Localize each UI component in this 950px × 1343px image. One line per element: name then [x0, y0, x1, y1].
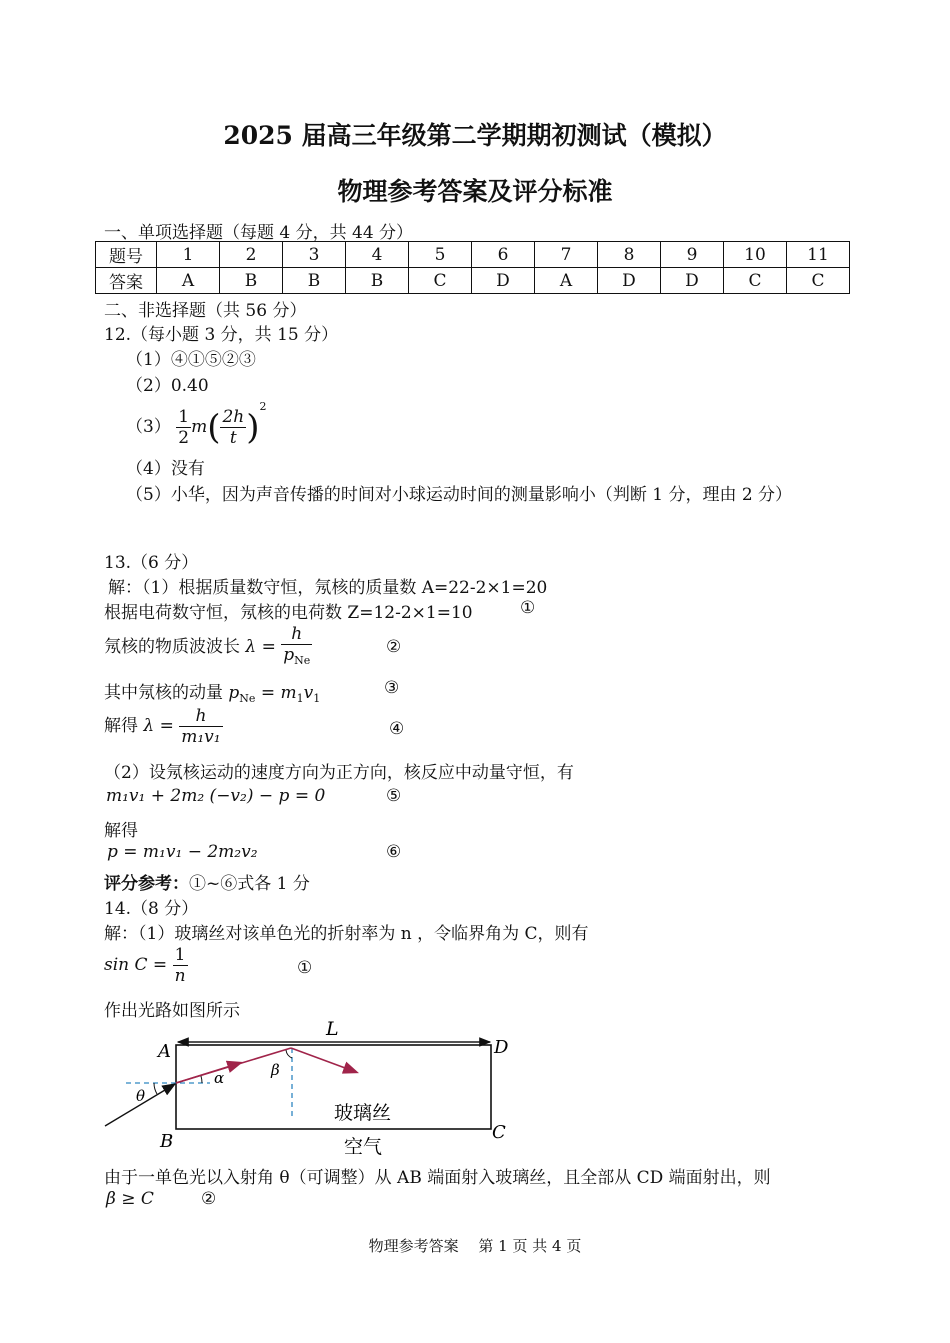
- table-cell: 6: [472, 242, 535, 268]
- section2-heading: 二、非选择题（共 56 分）: [104, 301, 307, 321]
- text: 其中氖核的动量: [104, 683, 223, 703]
- close-paren: ): [246, 407, 260, 448]
- q13-line-5: [104, 706, 223, 747]
- fraction-1-over-n: [173, 945, 188, 986]
- table-cell: 11: [787, 242, 850, 268]
- section1-heading: 一、单项选择题（每题 4 分，共 44 分）: [104, 223, 414, 243]
- denominator: m₁v₁: [181, 727, 221, 747]
- table-cell: C: [724, 268, 787, 294]
- label-B: B: [160, 1131, 174, 1152]
- mass-symbol: m: [191, 417, 208, 437]
- numerator: 2h: [222, 407, 245, 427]
- table-cell: D: [472, 268, 535, 294]
- row-label-number: 题号: [96, 242, 157, 268]
- table-cell: 9: [661, 242, 724, 268]
- q13-heading: 13.（6 分）: [104, 553, 199, 573]
- table-row-numbers: [96, 242, 850, 268]
- answer-table: [95, 241, 850, 294]
- table-cell: 3: [283, 242, 346, 268]
- q12-answer-5: （5）小华，因为声音传播的时间对小球运动时间的测量影响小（判断 1 分，理由 2 分）: [126, 485, 793, 505]
- denominator: p: [283, 645, 295, 665]
- open-paren: (: [207, 407, 221, 448]
- table-cell: B: [283, 268, 346, 294]
- subscript: 1: [313, 692, 321, 705]
- table-cell: 10: [724, 242, 787, 268]
- subscript: 1: [296, 692, 304, 705]
- score-label: 评分参考：: [104, 874, 189, 894]
- label-alpha: α: [214, 1069, 225, 1087]
- fraction-h-over-p: [281, 624, 312, 671]
- theta-arc: [154, 1083, 157, 1094]
- reflected-ray: [291, 1048, 356, 1072]
- q13-line-1: 解：（1）根据质量数守恒，氖核的质量数 A=22-2×1=20: [108, 578, 548, 598]
- label-A: A: [158, 1041, 171, 1062]
- exponent: 2: [259, 400, 267, 413]
- table-cell: 2: [220, 242, 283, 268]
- q13-line-6: （2）设氖核运动的速度方向为正方向，核反应中动量守恒，有: [104, 763, 574, 783]
- equals-m: = m: [260, 683, 297, 703]
- label-D: D: [494, 1037, 509, 1058]
- fraction-h-over-mv: [179, 706, 222, 747]
- text: 氖核的物质波波长: [104, 637, 240, 657]
- momentum-symbol: p: [228, 683, 240, 703]
- equation-mark-5: ⑤: [386, 786, 402, 806]
- table-cell: B: [346, 268, 409, 294]
- equation-mark-6: ⑥: [386, 842, 402, 862]
- q13-line-4: [104, 678, 320, 705]
- score-text: ①~⑥式各 1 分: [189, 874, 310, 894]
- page-title: 2025 届高三年级第二学期期初测试（模拟）: [223, 121, 727, 150]
- table-cell: 7: [535, 242, 598, 268]
- q13-score-note: [104, 869, 310, 894]
- label-beta: β: [271, 1061, 280, 1079]
- q13-line-8: 解得: [104, 821, 138, 841]
- q13-equation-6: p = m₁v₁ − 2m₂v₂: [107, 842, 258, 862]
- refracted-ray-arrow: [176, 1063, 240, 1083]
- denominator: 2: [178, 428, 190, 448]
- numerator: h: [195, 706, 207, 726]
- q14-line-3: 由于一单色光以入射角 θ（可调整）从 AB 端面射入玻璃丝，且全部从 CD 端面射出，则: [104, 1168, 771, 1188]
- q14-equation-1: [104, 945, 188, 986]
- table-cell: A: [535, 268, 598, 294]
- text: 解得: [104, 716, 138, 736]
- lambda-lhs: λ =: [143, 716, 174, 736]
- subscript: Ne: [294, 654, 311, 667]
- fraction-2h-t: [220, 407, 246, 448]
- q12-heading: 12.（每小题 3 分，共 15 分）: [104, 325, 339, 345]
- equation-mark-2: ②: [386, 637, 402, 657]
- equation-mark-1: ①: [297, 958, 313, 978]
- subscript: Ne: [239, 692, 256, 705]
- equation-mark-1: ①: [520, 598, 536, 618]
- table-cell: B: [220, 268, 283, 294]
- table-cell: 5: [409, 242, 472, 268]
- table-cell: 1: [157, 242, 220, 268]
- page-subtitle: 物理参考答案及评分标准: [337, 177, 613, 206]
- q12-answer-3-label: （3）: [126, 417, 171, 437]
- alpha-arc: [201, 1076, 202, 1083]
- denominator: n: [174, 966, 186, 986]
- q14-equation-2: β ≥ C: [106, 1189, 154, 1209]
- lambda-lhs: λ =: [245, 637, 276, 657]
- numerator: 1: [178, 407, 190, 427]
- q12-answer-3: [126, 400, 266, 448]
- label-glass: 玻璃丝: [334, 1102, 392, 1124]
- table-cell: 8: [598, 242, 661, 268]
- label-C: C: [492, 1122, 506, 1143]
- page-footer: 物理参考答案 第 1 页 共 4 页: [368, 1237, 582, 1255]
- numerator: 1: [174, 945, 186, 965]
- equation-mark-4: ④: [389, 719, 405, 739]
- q13-line-3: [104, 624, 312, 671]
- table-cell: D: [661, 268, 724, 294]
- q12-answer-1: （1）④①⑤②③: [126, 350, 256, 370]
- q13-line-2: 根据电荷数守恒，氖核的电荷数 Z=12-2×1=10: [104, 603, 473, 623]
- sinC-lhs: sin C =: [104, 955, 168, 975]
- table-row-answers: [96, 268, 850, 294]
- q13-equation-5: m₁v₁ + 2m₂ (−v₂) − p = 0: [106, 786, 326, 806]
- label-air: 空气: [344, 1136, 383, 1158]
- q14-line-1: 解：（1）玻璃丝对该单色光的折射率为 n ，令临界角为 C，则有: [104, 924, 589, 944]
- table-cell: C: [787, 268, 850, 294]
- equation-mark-2: ②: [201, 1189, 217, 1209]
- table-cell: D: [598, 268, 661, 294]
- q12-answer-2: （2）0.40: [126, 376, 209, 396]
- equation-mark-3: ③: [384, 678, 400, 698]
- optics-figure: [100, 1015, 530, 1165]
- q14-line-2: 作出光路如图所示: [104, 1001, 240, 1021]
- q12-answer-4: （4）没有: [126, 459, 205, 479]
- numerator: h: [291, 624, 303, 644]
- fraction-half: [176, 407, 191, 448]
- q14-heading: 14.（8 分）: [104, 899, 199, 919]
- table-cell: A: [157, 268, 220, 294]
- row-label-answer: 答案: [96, 268, 157, 294]
- table-cell: 4: [346, 242, 409, 268]
- label-theta: θ: [136, 1087, 146, 1105]
- label-L: L: [326, 1018, 339, 1040]
- velocity-symbol: v: [303, 683, 314, 703]
- table-cell: C: [409, 268, 472, 294]
- denominator: t: [220, 427, 246, 448]
- beta-arc: [286, 1050, 292, 1058]
